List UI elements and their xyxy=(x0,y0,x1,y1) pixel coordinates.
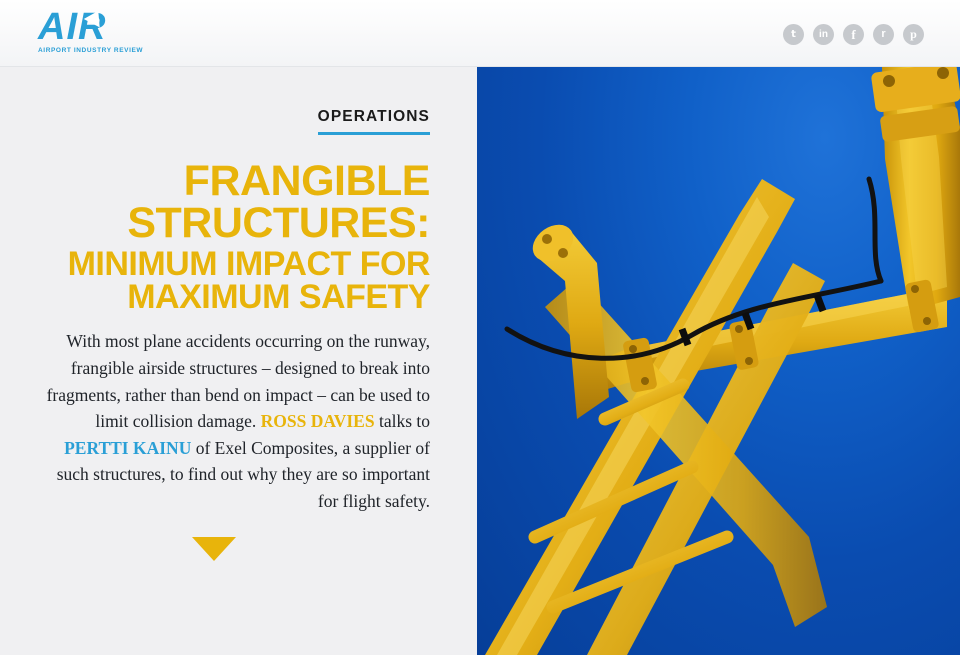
author-name: ROSS DAVIES xyxy=(260,411,375,432)
reddit-icon[interactable]: r xyxy=(873,24,894,45)
section-kicker[interactable]: OPERATIONS xyxy=(318,108,430,135)
article-intro-panel xyxy=(0,67,477,655)
headline-line-1: FRANGIBLE xyxy=(183,157,430,205)
scroll-down-button[interactable] xyxy=(45,537,430,566)
linkedin-icon[interactable]: in xyxy=(813,24,834,45)
standfirst-part-1: With most plane accidents occurring on the runway, frangible airside structures – designed to break into fragments, rather than bend on impact – can be used to limit collision damage. xyxy=(46,331,430,432)
headline-line-4: MAXIMUM SAFETY xyxy=(127,278,430,317)
pinterest-icon[interactable]: p xyxy=(903,24,924,45)
logo-wordmark: AIR xyxy=(38,6,107,48)
twitter-icon[interactable]: t xyxy=(783,24,804,45)
facebook-icon[interactable]: f xyxy=(843,24,864,45)
social-links xyxy=(783,24,924,45)
headline-line-3: MINIMUM IMPACT FOR xyxy=(67,245,430,284)
standfirst-part-3: of Exel Composites, a supplier of such structures, to find out why they are so important for flight safety. xyxy=(56,437,430,511)
frangible-structure-illustration xyxy=(477,67,960,655)
hero-image xyxy=(477,67,960,655)
chevron-down-icon xyxy=(192,537,236,561)
interviewee-name: PERTTI KAINU xyxy=(64,437,192,458)
standfirst-part-2: talks to xyxy=(374,411,430,432)
logo-subtitle: AIRPORT INDUSTRY REVIEW xyxy=(38,47,144,54)
site-logo[interactable] xyxy=(38,8,158,58)
site-header xyxy=(0,0,960,67)
headline-line-2: STRUCTURES: xyxy=(127,198,430,247)
page-title xyxy=(45,157,430,317)
article-standfirst xyxy=(45,328,430,514)
